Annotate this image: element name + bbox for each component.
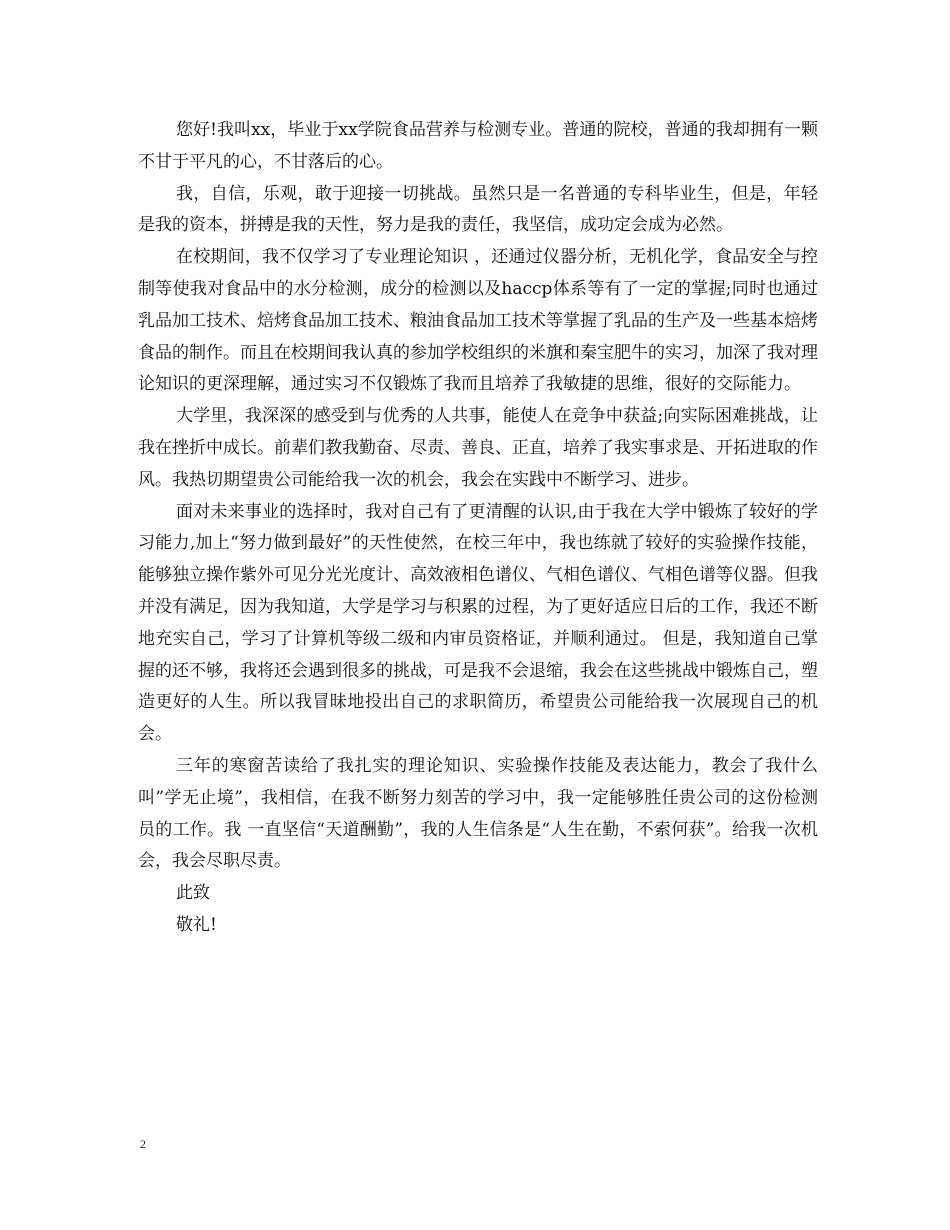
- closing-salutation: 此致: [176, 883, 210, 904]
- paragraph-university-experience: 大学里，我深深的感受到与优秀的人共事，能使人在竞争中获益;向实际困难挑战，让我在挫折中成长。前辈们教我勤奋、尽责、善良、正直，培养了我实事求是、开拓进取的作风。我热切期望贵公司能给我一次的机会，我会在实践中不断学习、进步。: [138, 406, 818, 490]
- letter-body: [138, 115, 818, 942]
- closing-regards: 敬礼!: [176, 914, 217, 935]
- paragraph-conclusion: 三年的寒窗苦读给了我扎实的理论知识、实验操作技能及表达能力，教会了我什么叫”学无止境”，我相信，在我不断努力刻苦的学习中，我一定能够胜任贵公司的这份检测员的工作。我 一直坚信“天道酬勤”，我的人生信条是“人生在勤，不索何获”。给我一次机会，我会尽职尽责。: [138, 755, 818, 872]
- paragraph-career-choice: 面对未来事业的选择时，我对自己有了更清醒的认识,由于我在大学中锻炼了较好的学习能力,加上“努力做到最好”的天性使然，在校三年中，我也练就了较好的实验操作技能，能够独立操作紫外可见分光光度计、高效液相色谱仪、气相色谱仪、气相色谱等仪器。但我并没有满足，因为我知道，大学是学习与积累的过程，为了更好适应日后的工作，我还不断地充实自己，学习了计算机等级二级和内审员资格证，并顺利通过。 但是，我知道自己掌握的还不够，我将还会遇到很多的挑战，可是我不会退缩，我会在这些挑战中锻炼自己，塑造更好的人生。所以我冒昧地投出自己的求职简历，希望贵公司能给我一次展现自己的机会。: [138, 501, 818, 745]
- paragraph-greeting: 您好!我叫xx，毕业于xx学院食品营养与检测专业。普通的院校，普通的我却拥有一颗不甘于平凡的心，不甘落后的心。: [138, 120, 818, 172]
- paragraph-school-study: 在校期间，我不仅学习了专业理论知识 ，还通过仪器分析，无机化学，食品安全与控制等使我对食品中的水分检测，成分的检测以及haccp体系等有了一定的掌握;同时也通过乳品加工技术、焙烤食品加工技术、粮油食品加工技术等掌握了乳品的生产及一些基本焙烤食品的制作。而且在校期间我认真的参加学校组织的米旗和秦宝肥牛的实习，加深了我对理论知识的更深理解，通过实习不仅锻炼了我而且培养了我敏捷的思维，很好的交际能力。: [138, 247, 818, 395]
- page-number: 2: [140, 1137, 146, 1151]
- paragraph-self-description: 我，自信，乐观，敢于迎接一切挑战。虽然只是一名普通的专科毕业生，但是，年轻是我的资本，拼搏是我的天性，努力是我的责任，我坚信，成功定会成为必然。: [138, 183, 818, 236]
